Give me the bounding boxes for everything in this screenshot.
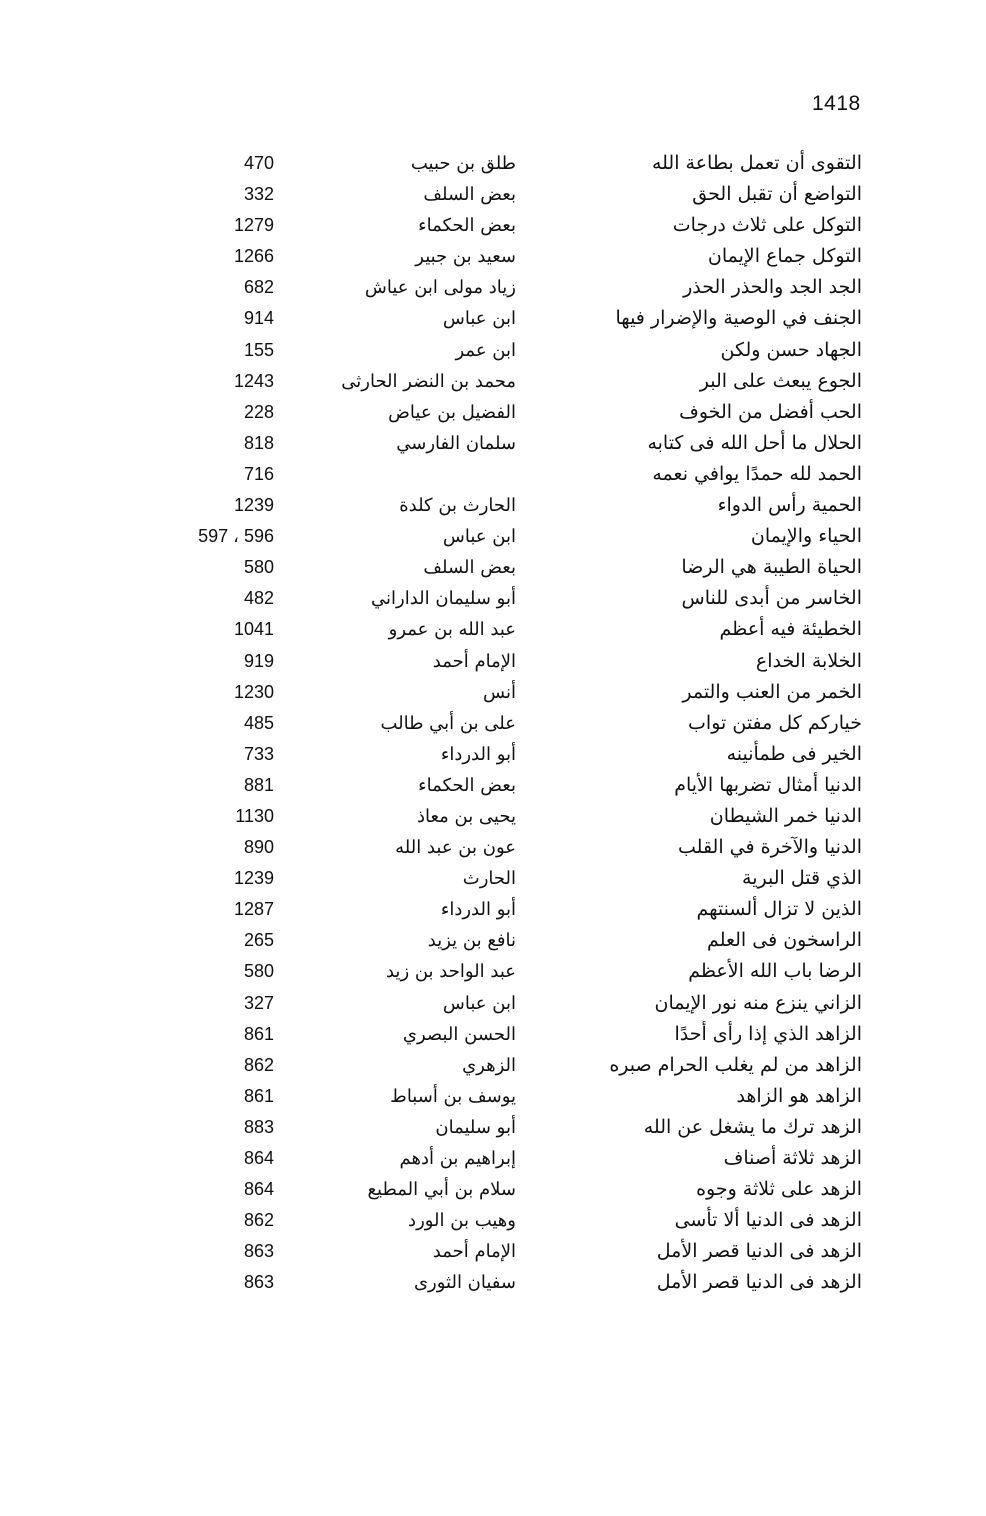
index-page-ref: 733 — [243, 743, 274, 764]
index-row — [0, 148, 986, 179]
index-narrator: بعض السلف — [423, 557, 516, 579]
index-page-ref: 482 — [243, 588, 274, 609]
index-phrase: الخمر من العنب والتمر — [682, 680, 862, 703]
index-row — [0, 552, 986, 583]
index-phrase: الزاهد هو الزاهد — [736, 1084, 862, 1107]
index-page-ref: 890 — [243, 837, 274, 858]
index-phrase: الزهد ترك ما يشغل عن الله — [643, 1115, 862, 1138]
index-narrator: سفيان الثورى — [413, 1272, 516, 1294]
index-phrase: الحمد لله حمدًا يوافي نعمه — [652, 462, 862, 485]
index-page-ref: 597 ، 596 — [198, 526, 274, 547]
index-narrator: أبو سليمان — [435, 1116, 516, 1138]
index-row — [0, 583, 986, 614]
index-row — [0, 1267, 986, 1298]
index-phrase: الذي قتل البرية — [742, 867, 862, 890]
index-phrase: الحب أفضل من الخوف — [679, 400, 862, 423]
index-page-ref: 862 — [243, 1210, 274, 1231]
index-narrator: أبو الدرداء — [440, 899, 516, 921]
index-page-ref: 818 — [243, 432, 274, 453]
index-row — [0, 428, 986, 459]
index-row — [0, 366, 986, 397]
index-page-ref: 1266 — [233, 246, 274, 267]
index-page-ref: 580 — [243, 557, 274, 578]
index-page-ref: 863 — [243, 1272, 274, 1293]
index-narrator: الحارث بن كلدة — [399, 495, 516, 517]
index-row — [0, 708, 986, 739]
index-page-ref: 716 — [243, 463, 274, 484]
index-row — [0, 210, 986, 241]
index-phrase: الخطيئة فيه أعظم — [719, 618, 862, 641]
index-narrator: الإمام أحمد — [432, 1241, 516, 1263]
index-page-ref: 580 — [243, 961, 274, 982]
index-narrator: عون بن عبد الله — [395, 837, 516, 859]
index-page-ref: 1239 — [233, 495, 274, 516]
index-page-ref: 1230 — [233, 681, 274, 702]
index-phrase: الجهاد حسن ولكن — [720, 338, 862, 361]
index-phrase: التقوى أن تعمل بطاعة الله — [651, 152, 862, 174]
index-row — [0, 801, 986, 832]
index-narrator: أبو الدرداء — [440, 743, 516, 765]
index-narrator: الفضيل بن عياض — [388, 401, 516, 423]
index-phrase: الزهد فى الدنيا قصر الأمل — [656, 1240, 862, 1263]
index-page-ref: 1239 — [233, 868, 274, 889]
index-phrase: الزاهد من لم يغلب الحرام صبره — [609, 1053, 862, 1076]
index-narrator: سعيد بن جبير — [415, 246, 516, 268]
index-phrase: الجنف في الوصية والإضرار فيها — [615, 307, 862, 330]
index-narrator: عبد الله بن عمرو — [388, 619, 516, 641]
index-narrator: وهيب بن الورد — [408, 1210, 516, 1232]
index-narrator: ابن عباس — [442, 992, 516, 1014]
index-narrator: سلام بن أبي المطيع — [367, 1179, 516, 1201]
index-narrator: يحيى بن معاذ — [416, 805, 516, 827]
index-phrase: الحياء والإيمان — [750, 525, 862, 548]
index-page-ref: 1243 — [233, 370, 274, 391]
index-narrator: أبو سليمان الداراني — [371, 588, 516, 610]
index-narrator: أنس — [483, 681, 516, 703]
index-page-ref: 864 — [243, 1148, 274, 1168]
index-phrase: الزهد على ثلاثة وجوه — [696, 1178, 862, 1201]
index-phrase: الحياة الطيبة هي الرضا — [681, 556, 862, 579]
index-page-ref: 265 — [243, 930, 274, 951]
index-page-ref: 864 — [243, 1179, 274, 1200]
index-row — [0, 241, 986, 272]
index-phrase: الزاني ينزع منه نور الإيمان — [654, 991, 862, 1014]
index-row — [0, 335, 986, 366]
index-phrase: الزهد فى الدنيا قصر الأمل — [656, 1271, 862, 1294]
index-page-ref: 1287 — [233, 899, 274, 920]
index-page-ref: 883 — [243, 1116, 274, 1137]
index-narrator: عبد الواحد بن زيد — [385, 961, 516, 983]
index-row — [0, 397, 986, 428]
index-phrase: الزهد ثلاثة أصناف — [723, 1147, 862, 1169]
index-narrator: الحارث — [462, 868, 516, 890]
index-row — [0, 303, 986, 334]
index-page-ref: 485 — [243, 712, 274, 733]
index-phrase: الحمية رأس الدواء — [717, 494, 862, 517]
index-narrator: سلمان الفارسي — [396, 432, 516, 454]
index-phrase: التواضع أن تقبل الحق — [692, 183, 862, 206]
index-phrase: الخير فى طمأنينه — [726, 742, 862, 765]
index-narrator: بعض الحكماء — [418, 215, 516, 237]
index-phrase: التوكل على ثلاث درجات — [672, 214, 862, 237]
index-page-ref: 914 — [243, 308, 274, 329]
index-phrase: الزاهد الذي إذا رأى أحدًا — [674, 1022, 862, 1045]
index-narrator: طلق بن حبيب — [410, 153, 516, 174]
index-narrator: نافع بن يزيد — [427, 930, 516, 952]
index-row — [0, 677, 986, 708]
index-narrator: محمد بن النضر الحارثى — [341, 370, 516, 392]
index-phrase: الخلابة الخداع — [755, 649, 862, 672]
index-page-ref: 1130 — [235, 805, 274, 826]
index-row — [0, 832, 986, 863]
index-row — [0, 1050, 986, 1081]
index-phrase: الدنيا خمر الشيطان — [709, 804, 862, 827]
index-phrase: الراسخون فى العلم — [707, 929, 862, 952]
index-page-ref: 862 — [243, 1054, 274, 1075]
index-phrase: الذين لا تزال ألسنتهم — [696, 898, 862, 921]
index-phrase: الدنيا والآخرة في القلب — [678, 836, 862, 859]
index-phrase: خياركم كل مفتن تواب — [688, 711, 862, 734]
index-row — [0, 1081, 986, 1112]
index-page-ref: 919 — [243, 650, 274, 671]
index-page-ref: 470 — [243, 153, 274, 173]
index-narrator: الزهري — [462, 1054, 516, 1076]
index-narrator: على بن أبي طالب — [380, 712, 516, 734]
index-page-ref: 332 — [243, 184, 274, 205]
index-row — [0, 1236, 986, 1267]
index-narrator: يوسف بن أسباط — [390, 1085, 516, 1107]
index-row — [0, 521, 986, 552]
index-narrator: الإمام أحمد — [432, 650, 516, 672]
index-narrator: زياد مولى ابن عياش — [364, 277, 516, 299]
index-row — [0, 614, 986, 645]
index-narrator: بعض الحكماء — [418, 774, 516, 796]
index-row — [0, 894, 986, 925]
index-page-ref: 861 — [243, 1023, 274, 1044]
index-row — [0, 179, 986, 210]
index-phrase: الخاسر من أبدى للناس — [681, 587, 862, 610]
index-row — [0, 272, 986, 303]
index-table — [0, 148, 986, 1298]
index-row — [0, 490, 986, 521]
index-row — [0, 863, 986, 894]
index-page-ref: 228 — [243, 401, 274, 422]
index-page-ref: 155 — [243, 339, 274, 360]
index-row — [0, 1174, 986, 1205]
index-row — [0, 1112, 986, 1143]
index-page-ref: 861 — [243, 1085, 274, 1106]
index-row — [0, 459, 986, 490]
index-page-ref: 1279 — [233, 215, 274, 236]
index-phrase: الجوع يبعث على البر — [699, 369, 862, 392]
index-phrase: الدنيا أمثال تضربها الأيام — [674, 773, 862, 796]
index-narrator: ابن عباس — [442, 308, 516, 330]
index-phrase: الجد الجد والحذر الحذر — [683, 276, 862, 299]
index-row — [0, 739, 986, 770]
page-number: 1418 — [812, 92, 861, 115]
index-narrator: ابن عمر — [455, 339, 516, 361]
index-row — [0, 988, 986, 1019]
index-row — [0, 1143, 986, 1174]
index-page-ref: 863 — [243, 1241, 274, 1262]
index-narrator: ابن عباس — [442, 526, 516, 548]
index-phrase: التوكل جماع الإيمان — [707, 245, 862, 268]
index-page-ref: 1041 — [233, 619, 274, 640]
index-page-ref: 881 — [243, 774, 274, 795]
index-narrator: إبراهيم بن أدهم — [399, 1148, 516, 1169]
index-phrase: الرضا باب الله الأعظم — [688, 960, 862, 983]
index-phrase: الحلال ما أحل الله فى كتابه — [647, 431, 862, 454]
index-row — [0, 646, 986, 677]
index-narrator: الحسن البصري — [402, 1023, 516, 1045]
index-phrase: الزهد فى الدنيا ألا تأسى — [674, 1209, 862, 1232]
index-page-ref: 327 — [243, 992, 274, 1013]
index-row — [0, 956, 986, 987]
index-row — [0, 770, 986, 801]
index-row — [0, 925, 986, 956]
index-page-ref: 682 — [243, 277, 274, 298]
index-narrator: بعض السلف — [423, 184, 516, 206]
index-row — [0, 1205, 986, 1236]
index-row — [0, 1019, 986, 1050]
